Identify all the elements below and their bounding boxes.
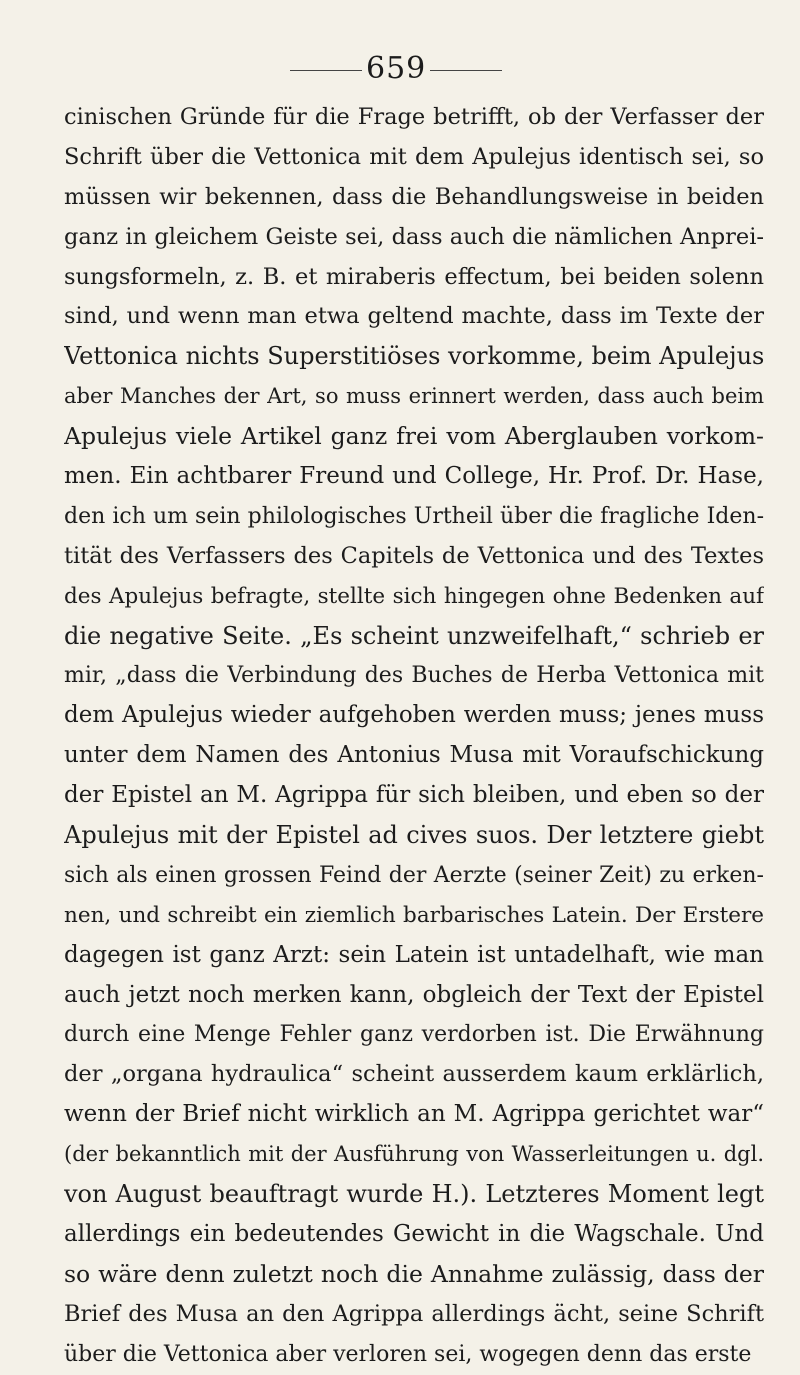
header-rule-left (290, 70, 362, 71)
text-line: dem Apulejus wieder aufgehoben werden muss; jenes muss (64, 702, 764, 729)
text-line: so wäre denn zuletzt noch die Annahme zulässig, dass der (64, 1259, 764, 1288)
body-text (64, 98, 764, 1375)
text-line: tität des Verfassers des Capitels de Vettonica und des Textes (64, 542, 764, 569)
text-line: ganz in gleichem Geiste sei, dass auch die nämlichen Anprei- (64, 223, 764, 250)
text-line: Apulejus viele Artikel ganz frei vom Aberglauben vorkom- (64, 422, 764, 451)
text-line: über die Vettonica aber verloren sei, wogegen denn das erste (64, 1341, 752, 1367)
text-line: sind, und wenn man etwa geltend machte, dass im Texte der (64, 303, 764, 330)
text-line: sich als einen grossen Feind der Aerzte (seiner Zeit) zu erken- (64, 862, 764, 888)
text-line: allerdings ein bedeutendes Gewicht in die Wagschale. Und (64, 1220, 764, 1247)
text-line: nen, und schreibt ein ziemlich barbarisches Latein. Der Erstere (64, 902, 764, 928)
text-line: aber Manches der Art, so muss erinnert werden, dass auch beim (64, 384, 764, 409)
page-header (0, 48, 800, 88)
header-rule-right (430, 70, 502, 71)
text-line: auch jetzt noch merken kann, obgleich der Text der Epistel (64, 981, 764, 1008)
text-line: der Epistel an M. Agrippa für sich bleiben, und eben so der (64, 782, 764, 809)
text-line: des Apulejus befragte, stellte sich hingegen ohne Bedenken auf (64, 583, 764, 609)
text-line: cinischen Gründe für die Frage betrifft, ob der Verfasser der (64, 104, 764, 130)
text-line: Brief des Musa an den Agrippa allerdings ächt, seine Schrift (64, 1300, 764, 1327)
text-line: durch eine Menge Fehler ganz verdorben ist. Die Erwähnung (64, 1022, 764, 1048)
text-line: (der bekanntlich mit der Ausführung von Wasserleitungen u. dgl. (64, 1142, 764, 1167)
text-line: unter dem Namen des Antonius Musa mit Voraufschickung (64, 742, 764, 769)
text-line: der „organa hydraulica“ scheint ausserdem kaum erklärlich, (64, 1061, 764, 1088)
text-line: müssen wir bekennen, dass die Behandlungsweise in beiden (64, 183, 764, 210)
text-line: die negative Seite. „Es scheint unzweifelhaft,“ schrieb er (64, 621, 764, 650)
text-line: Schrift über die Vettonica mit dem Apulejus identisch sei, so (64, 143, 764, 170)
text-line: men. Ein achtbarer Freund und College, Hr. Prof. Dr. Hase, (64, 463, 764, 490)
text-line: wenn der Brief nicht wirklich an M. Agrippa gerichtet war“ (64, 1101, 764, 1128)
text-line: Vettonica nichts Superstitiöses vorkomme, beim Apulejus (64, 342, 764, 371)
page-number: 659 (366, 51, 427, 86)
text-line: von August beauftragt wurde H.). Letzteres Moment legt (64, 1180, 764, 1209)
text-line: mir, „dass die Verbindung des Buches de Herba Vettonica mit (64, 663, 764, 689)
text-line: sungsformeln, z. B. et miraberis effectum, bei beiden solenn (64, 263, 764, 290)
text-line: Apulejus mit der Epistel ad cives suos. Der letztere giebt (64, 821, 764, 850)
text-line: dagegen ist ganz Arzt: sein Latein ist untadelhaft, wie man (64, 941, 764, 968)
text-line: den ich um sein philologisches Urtheil über die fragliche Iden- (64, 503, 764, 529)
